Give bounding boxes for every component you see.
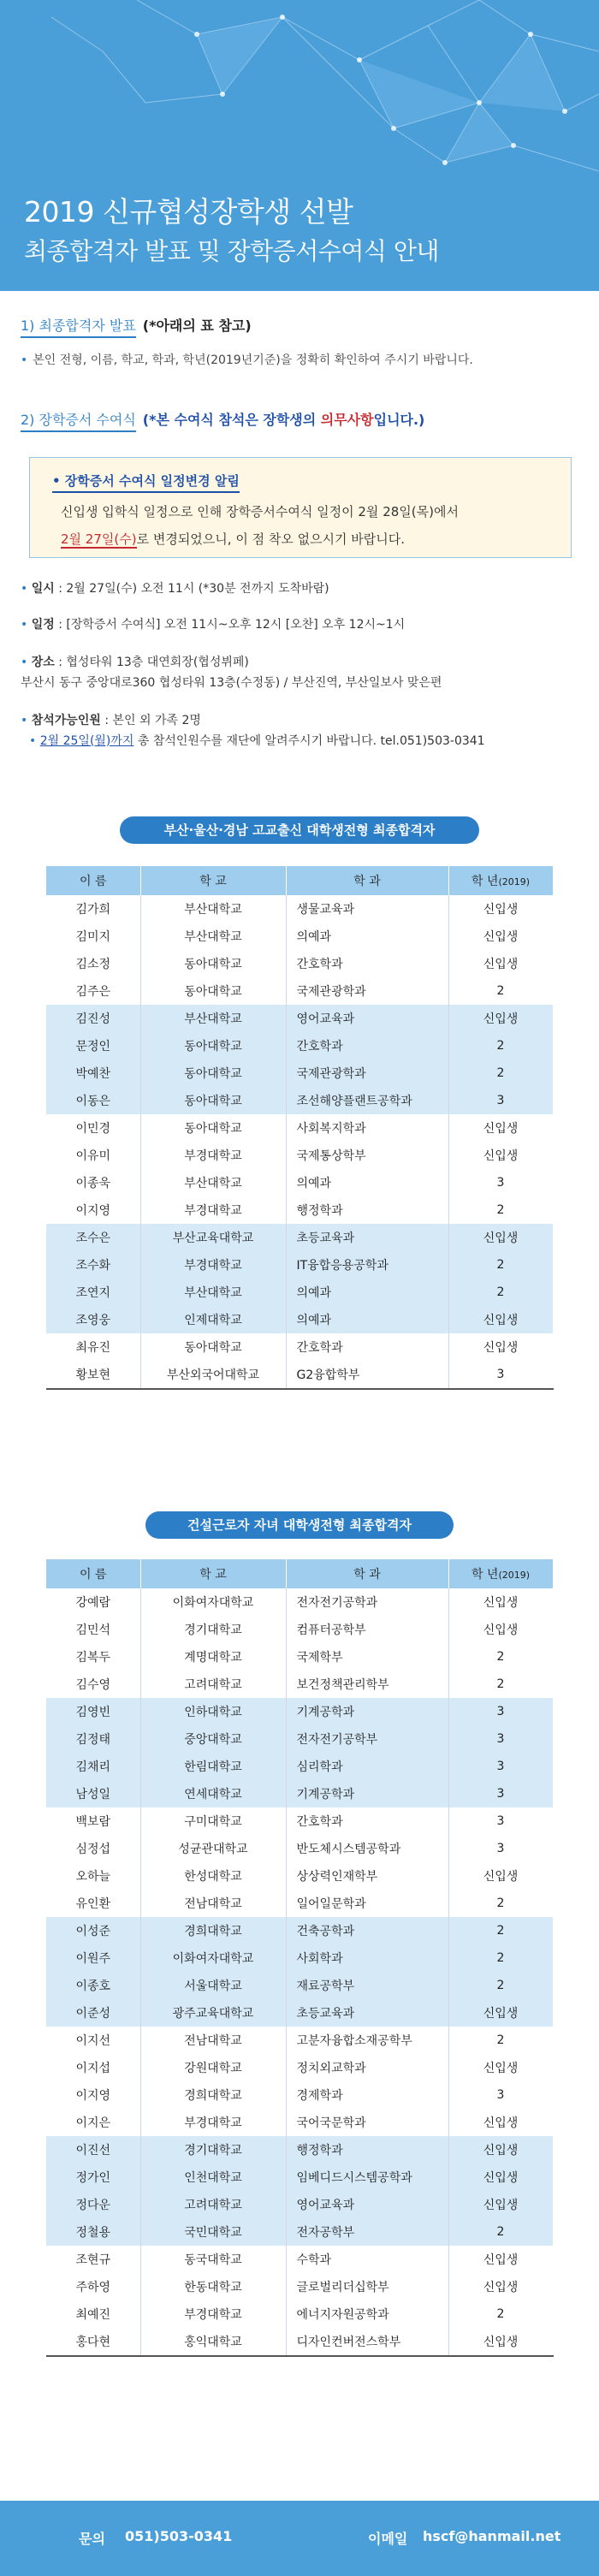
- table2-col-year: [448, 1559, 553, 1588]
- footer-contact-label: 문의: [79, 2531, 105, 2547]
- table-row: [46, 977, 553, 1005]
- bullet-dot-icon: •: [21, 353, 28, 367]
- cell-name: 김미지: [46, 923, 140, 950]
- cell-year: 2: [448, 2027, 553, 2054]
- cell-dept: 국제관광학과: [286, 1059, 448, 1087]
- cell-dept: 국제학부: [286, 1643, 448, 1671]
- cell-dept: G2융합학부: [286, 1361, 448, 1389]
- table-row: [46, 1835, 553, 1862]
- table-row: [46, 1890, 553, 1917]
- cell-name: 조영웅: [46, 1306, 140, 1333]
- cell-school: 부산대학교: [140, 1279, 286, 1306]
- cell-dept: 간호학과: [286, 1807, 448, 1835]
- cell-dept: 초등교육과: [286, 1999, 448, 2027]
- table-row: [46, 895, 553, 923]
- table1-title: 부산·울산·경남 고교출신 대학생전형 최종합격자: [120, 816, 479, 844]
- table-row: [46, 1142, 553, 1169]
- notice-line1: 신입생 입학식 일정으로 인해 장학증서수여식 일정이 2월 28일(목)에서: [61, 504, 459, 519]
- cell-name: 이진선: [46, 2136, 140, 2163]
- info-date-value: : 2월 27일(수) 오전 11시 (*30분 전까지 도착바람): [54, 582, 329, 596]
- footer-email[interactable]: hscf@hanmail.net: [423, 2528, 561, 2544]
- cell-year: 신입생: [448, 2328, 553, 2356]
- cell-year: 신입생: [448, 2054, 553, 2081]
- cell-name: 홍다현: [46, 2328, 140, 2356]
- cell-school: 부산대학교: [140, 1169, 286, 1196]
- cell-school: 부경대학교: [140, 2300, 286, 2328]
- cell-school: 동아대학교: [140, 950, 286, 977]
- cell-dept: 에너지자원공학과: [286, 2300, 448, 2328]
- cell-name: 황보현: [46, 1361, 140, 1389]
- cell-year: 신입생: [448, 1224, 553, 1251]
- cell-school: 동아대학교: [140, 1333, 286, 1361]
- cell-dept: 보건정책관리학부: [286, 1671, 448, 1698]
- cell-name: 조현규: [46, 2246, 140, 2273]
- cell-dept: 간호학과: [286, 1032, 448, 1059]
- cell-name: 이민경: [46, 1114, 140, 1142]
- cell-school: 동아대학교: [140, 1114, 286, 1142]
- cell-name: 김가희: [46, 895, 140, 923]
- info-deadline: 2월 25일(월)까지: [39, 734, 134, 748]
- cell-school: 부산교육대학교: [140, 1224, 286, 1251]
- section1-label: 1) 최종합격자 발표: [21, 318, 136, 338]
- table2-body: [46, 1588, 553, 2356]
- page-subtitle: 최종합격자 발표 및 장학증서수여식 안내: [24, 237, 439, 265]
- table-row: [46, 1306, 553, 1333]
- table-row: [46, 1917, 553, 1944]
- cell-year: 2: [448, 1671, 553, 1698]
- cell-school: 경기대학교: [140, 1616, 286, 1643]
- cell-name: 이성준: [46, 1917, 140, 1944]
- table-row: [46, 2109, 553, 2136]
- cell-name: 정철용: [46, 2218, 140, 2246]
- cell-school: 전남대학교: [140, 1890, 286, 1917]
- cell-school: 부경대학교: [140, 1251, 286, 1279]
- table-row: [46, 1807, 553, 1835]
- cell-school: 구미대학교: [140, 1807, 286, 1835]
- cell-dept: 영어교육과: [286, 1005, 448, 1032]
- cell-year: 3: [448, 1087, 553, 1114]
- table-row: [46, 1333, 553, 1361]
- cell-school: 한림대학교: [140, 1753, 286, 1780]
- cell-name: 조수화: [46, 1251, 140, 1279]
- cell-name: 박예찬: [46, 1059, 140, 1087]
- cell-dept: 글로벌리더십학부: [286, 2273, 448, 2300]
- cell-year: 신입생: [448, 1333, 553, 1361]
- cell-school: 부산외국어대학교: [140, 1361, 286, 1389]
- cell-school: 부경대학교: [140, 1196, 286, 1224]
- cell-name: 이동은: [46, 1087, 140, 1114]
- cell-dept: 사회학과: [286, 1944, 448, 1972]
- notice-title: • 장학증서 수여식 일정변경 알림: [52, 472, 240, 493]
- cell-year: 2: [448, 1917, 553, 1944]
- table-row: [46, 1972, 553, 1999]
- table-row: [46, 1005, 553, 1032]
- cell-dept: 의예과: [286, 1169, 448, 1196]
- cell-school: 고려대학교: [140, 2191, 286, 2218]
- table-row: [46, 1753, 553, 1780]
- cell-school: 국민대학교: [140, 2218, 286, 2246]
- table1-col-year-label: 학 년: [471, 875, 499, 888]
- table2: [46, 1559, 554, 2357]
- notice-line2-text: 로 변경되었으니, 이 점 착오 없으시기 바랍니다.: [136, 531, 406, 547]
- cell-year: 신입생: [448, 950, 553, 977]
- cell-school: 한성대학교: [140, 1862, 286, 1890]
- cell-dept: 기계공학과: [286, 1780, 448, 1807]
- cell-name: 이종욱: [46, 1169, 140, 1196]
- info-schedule-value: : [장학증서 수여식] 오전 11시~오후 12시 [오찬] 오후 12시~1시: [54, 618, 406, 632]
- cell-school: 이화여자대학교: [140, 1588, 286, 1616]
- cell-school: 서울대학교: [140, 1972, 286, 1999]
- cell-year: 신입생: [448, 1862, 553, 1890]
- cell-year: 3: [448, 1753, 553, 1780]
- table-row: [46, 2246, 553, 2273]
- table-row: [46, 1279, 553, 1306]
- cell-name: 김수영: [46, 1671, 140, 1698]
- table-row: [46, 1059, 553, 1087]
- cell-name: 김채리: [46, 1753, 140, 1780]
- cell-school: 성균관대학교: [140, 1835, 286, 1862]
- cell-dept: 국어국문학과: [286, 2109, 448, 2136]
- table-row: [46, 1224, 553, 1251]
- cell-dept: 의예과: [286, 1306, 448, 1333]
- cell-dept: 전자공학부: [286, 2218, 448, 2246]
- section1-note: (*아래의 표 참고): [142, 318, 252, 334]
- table-row: [46, 2163, 553, 2191]
- table-row: [46, 1643, 553, 1671]
- cell-name: 김복두: [46, 1643, 140, 1671]
- cell-school: 전남대학교: [140, 2027, 286, 2054]
- table-row: [46, 1251, 553, 1279]
- notice-new-date: 2월 27일(수): [61, 531, 137, 547]
- cell-name: 김민석: [46, 1616, 140, 1643]
- table-row: [46, 1114, 553, 1142]
- cell-name: 유인환: [46, 1890, 140, 1917]
- cell-name: 남성일: [46, 1780, 140, 1807]
- table2-col-dept: 학 과: [286, 1559, 448, 1588]
- cell-school: 동아대학교: [140, 1087, 286, 1114]
- table1: [46, 866, 554, 1390]
- cell-name: 이유미: [46, 1142, 140, 1169]
- cell-school: 중앙대학교: [140, 1725, 286, 1753]
- cell-school: 홍익대학교: [140, 2328, 286, 2356]
- cell-year: 3: [448, 2081, 553, 2109]
- cell-year: 2: [448, 1279, 553, 1306]
- info-place-value: : 협성타워 13층 대연회장(협성뷔페): [54, 656, 249, 669]
- cell-school: 부산대학교: [140, 1005, 286, 1032]
- cell-dept: 전자전기공학부: [286, 1725, 448, 1753]
- cell-dept: 디자인컨버전스학부: [286, 2328, 448, 2356]
- cell-year: 2: [448, 1196, 553, 1224]
- cell-year: 신입생: [448, 2246, 553, 2273]
- cell-school: 부산대학교: [140, 923, 286, 950]
- table-row: [46, 923, 553, 950]
- table-row: [46, 2191, 553, 2218]
- table2-header-row: [46, 1559, 553, 1588]
- cell-name: 이원주: [46, 1944, 140, 1972]
- cell-year: 2: [448, 1890, 553, 1917]
- table-row: [46, 1862, 553, 1890]
- cell-year: 2: [448, 1251, 553, 1279]
- cell-dept: IT융합응용공학과: [286, 1251, 448, 1279]
- info-deadline-text: 총 참석인원수를 재단에 알려주시기 바랍니다. tel.051)503-0341: [133, 734, 485, 748]
- info-date-label: 일시: [31, 582, 55, 596]
- table-row: [46, 2054, 553, 2081]
- cell-year: 2: [448, 1032, 553, 1059]
- cell-name: 이종호: [46, 1972, 140, 1999]
- info-date: • 일시 : 2월 27일(수) 오전 11시 (*30분 전까지 도착바람): [21, 582, 329, 596]
- cell-school: 동아대학교: [140, 977, 286, 1005]
- table2-col-year-note: (2019): [498, 1570, 531, 1581]
- cell-year: 신입생: [448, 1999, 553, 2027]
- cell-year: 신입생: [448, 1306, 553, 1333]
- cell-year: 신입생: [448, 1616, 553, 1643]
- cell-dept: 경제학과: [286, 2081, 448, 2109]
- cell-dept: 행정학과: [286, 1196, 448, 1224]
- cell-dept: 재료공학부: [286, 1972, 448, 1999]
- cell-school: 강원대학교: [140, 2054, 286, 2081]
- cell-dept: 국제통상학부: [286, 1142, 448, 1169]
- cell-name: 이지섭: [46, 2054, 140, 2081]
- cell-name: 조수은: [46, 1224, 140, 1251]
- table-row: [46, 2218, 553, 2246]
- info-place-address: 부산시 동구 중앙대로360 협성타워 13층(수정동) / 부산진역, 부산일보사 맞은편: [21, 676, 442, 690]
- table1-header-row: [46, 866, 553, 895]
- table-row: [46, 2328, 553, 2356]
- section2-heading: [21, 409, 424, 429]
- cell-dept: 전자전기공학과: [286, 1588, 448, 1616]
- notice-line2: [61, 530, 405, 548]
- cell-year: 2: [448, 1944, 553, 1972]
- cell-dept: 기계공학과: [286, 1698, 448, 1725]
- cell-dept: 일어일문학과: [286, 1890, 448, 1917]
- cell-name: 조연지: [46, 1279, 140, 1306]
- info-place-label: 장소: [31, 656, 55, 669]
- cell-dept: 반도체시스템공학과: [286, 1835, 448, 1862]
- info-schedule: • 일정 : [장학증서 수여식] 오전 11시~오후 12시 [오찬] 오후 12시~1시: [21, 618, 406, 632]
- table-row: [46, 1999, 553, 2027]
- table1-col-year-note: (2019): [498, 876, 531, 887]
- cell-name: 이지영: [46, 1196, 140, 1224]
- cell-year: 2: [448, 1059, 553, 1087]
- cell-dept: 생물교육과: [286, 895, 448, 923]
- cell-year: 신입생: [448, 923, 553, 950]
- footer-email-label: 이메일: [368, 2531, 408, 2547]
- cell-name: 이지은: [46, 2109, 140, 2136]
- cell-school: 이화여자대학교: [140, 1944, 286, 1972]
- table1-col-dept: 학 과: [286, 866, 448, 895]
- cell-dept: 간호학과: [286, 950, 448, 977]
- cell-dept: 상상력인재학부: [286, 1862, 448, 1890]
- cell-school: 광주교육대학교: [140, 1999, 286, 2027]
- table-row: [46, 2081, 553, 2109]
- table-row: [46, 2273, 553, 2300]
- table-row: [46, 2027, 553, 2054]
- header-banner: [0, 0, 599, 291]
- cell-year: 신입생: [448, 2136, 553, 2163]
- cell-name: 김소정: [46, 950, 140, 977]
- cell-year: 2: [448, 977, 553, 1005]
- cell-year: 신입생: [448, 2273, 553, 2300]
- cell-dept: 사회복지학과: [286, 1114, 448, 1142]
- cell-dept: 심리학과: [286, 1753, 448, 1780]
- cell-school: 경기대학교: [140, 2136, 286, 2163]
- table-row: [46, 1944, 553, 1972]
- cell-dept: 임베디드시스템공학과: [286, 2163, 448, 2191]
- cell-dept: 의예과: [286, 923, 448, 950]
- cell-school: 부경대학교: [140, 2109, 286, 2136]
- cell-year: 3: [448, 1835, 553, 1862]
- table-row: [46, 1698, 553, 1725]
- cell-name: 주하영: [46, 2273, 140, 2300]
- table-row: [46, 1616, 553, 1643]
- cell-year: 3: [448, 1807, 553, 1835]
- cell-school: 경희대학교: [140, 2081, 286, 2109]
- table-row: [46, 1087, 553, 1114]
- cell-school: 한동대학교: [140, 2273, 286, 2300]
- cell-school: 인천대학교: [140, 2163, 286, 2191]
- section1-heading: [21, 315, 252, 335]
- cell-year: 2: [448, 1643, 553, 1671]
- table-row: [46, 1780, 553, 1807]
- cell-dept: 건축공학과: [286, 1917, 448, 1944]
- cell-year: 3: [448, 1698, 553, 1725]
- cell-dept: 수학과: [286, 2246, 448, 2273]
- cell-school: 부경대학교: [140, 1142, 286, 1169]
- cell-year: 3: [448, 1780, 553, 1807]
- table1-col-school: 학 교: [140, 866, 286, 895]
- table-row: [46, 1169, 553, 1196]
- section1-bullet: [21, 351, 473, 370]
- table2-title: 건설근로자 자녀 대학생전형 최종합격자: [145, 1511, 454, 1539]
- cell-year: 2: [448, 2218, 553, 2246]
- cell-name: 김진성: [46, 1005, 140, 1032]
- cell-year: 신입생: [448, 2191, 553, 2218]
- section1-bullet-text: 본인 전형, 이름, 학교, 학과, 학년(2019년기준)을 정확히 확인하여 주시기 바랍니다.: [33, 353, 473, 367]
- cell-dept: 행정학과: [286, 2136, 448, 2163]
- table-row: [46, 1725, 553, 1753]
- table-row: [46, 1196, 553, 1224]
- cell-name: 강예람: [46, 1588, 140, 1616]
- table1-col-year: [448, 866, 553, 895]
- cell-name: 정다운: [46, 2191, 140, 2218]
- cell-name: 이지영: [46, 2081, 140, 2109]
- table2-col-year-label: 학 년: [471, 1568, 499, 1582]
- cell-name: 김정태: [46, 1725, 140, 1753]
- cell-school: 부산대학교: [140, 895, 286, 923]
- cell-name: 김주은: [46, 977, 140, 1005]
- cell-dept: 간호학과: [286, 1333, 448, 1361]
- cell-dept: 초등교육과: [286, 1224, 448, 1251]
- cell-year: 신입생: [448, 895, 553, 923]
- cell-year: 신입생: [448, 1005, 553, 1032]
- cell-name: 오하늘: [46, 1862, 140, 1890]
- footer: [0, 2501, 599, 2576]
- cell-school: 동아대학교: [140, 1032, 286, 1059]
- cell-year: 2: [448, 2300, 553, 2328]
- cell-year: 2: [448, 1972, 553, 1999]
- cell-year: 신입생: [448, 2163, 553, 2191]
- section2-note: [143, 412, 425, 428]
- table-row: [46, 1671, 553, 1698]
- cell-name: 심정섭: [46, 1835, 140, 1862]
- cell-year: 3: [448, 1169, 553, 1196]
- cell-school: 경희대학교: [140, 1917, 286, 1944]
- cell-name: 문정인: [46, 1032, 140, 1059]
- table-row: [46, 2136, 553, 2163]
- cell-dept: 영어교육과: [286, 2191, 448, 2218]
- cell-name: 최예진: [46, 2300, 140, 2328]
- cell-name: 이지선: [46, 2027, 140, 2054]
- table1-body: [46, 895, 553, 1389]
- cell-school: 동아대학교: [140, 1059, 286, 1087]
- cell-dept: 고분자융합소재공학부: [286, 2027, 448, 2054]
- section2-note-red: 의무사항: [320, 412, 374, 428]
- table-row: [46, 1361, 553, 1389]
- cell-name: 정가인: [46, 2163, 140, 2191]
- page-title: 2019 신규협성장학생 선발: [24, 195, 353, 229]
- table2-col-name: 이 름: [46, 1559, 140, 1588]
- schedule-change-notice: [29, 457, 572, 558]
- section2-note-pre: (*본 수여식 참석은 장학생의: [142, 412, 321, 428]
- table-row: [46, 1032, 553, 1059]
- cell-name: 이준성: [46, 1999, 140, 2027]
- cell-dept: 컴퓨터공학부: [286, 1616, 448, 1643]
- cell-school: 인하대학교: [140, 1698, 286, 1725]
- cell-year: 신입생: [448, 2109, 553, 2136]
- cell-name: 백보람: [46, 1807, 140, 1835]
- cell-school: 연세대학교: [140, 1780, 286, 1807]
- info-place: • 장소 : 협성타워 13층 대연회장(협성뷔페) 부산시 동구 중앙대로360 협성타워 13층(수정동) / 부산진역, 부산일보사 맞은편: [21, 656, 442, 690]
- cell-school: 인제대학교: [140, 1306, 286, 1333]
- section2-note-post: 입니다.): [373, 412, 425, 428]
- cell-dept: 국제관광학과: [286, 977, 448, 1005]
- cell-school: 계명대학교: [140, 1643, 286, 1671]
- table-row: [46, 950, 553, 977]
- cell-year: 신입생: [448, 1142, 553, 1169]
- cell-dept: 의예과: [286, 1279, 448, 1306]
- info-attend: • 참석가능인원 : 본인 외 가족 2명 • 2월 25일(월)까지 총 참석인원수를 재단에 알려주시기 바랍니다. tel.051)503-0341: [21, 714, 485, 748]
- cell-name: 김영빈: [46, 1698, 140, 1725]
- cell-school: 고려대학교: [140, 1671, 286, 1698]
- cell-school: 동국대학교: [140, 2246, 286, 2273]
- cell-name: 최유진: [46, 1333, 140, 1361]
- footer-contact-phone: 051)503-0341: [125, 2528, 233, 2544]
- table1-col-name: 이 름: [46, 866, 140, 895]
- info-attend-value: : 본인 외 가족 2명: [100, 714, 201, 727]
- info-schedule-label: 일정: [31, 618, 55, 632]
- table2-col-school: 학 교: [140, 1559, 286, 1588]
- info-attend-label: 참석가능인원: [31, 714, 101, 727]
- cell-year: 신입생: [448, 1588, 553, 1616]
- cell-year: 신입생: [448, 1114, 553, 1142]
- section2-label: 2) 장학증서 수여식: [21, 412, 136, 432]
- cell-year: 3: [448, 1725, 553, 1753]
- table-row: [46, 1588, 553, 1616]
- cell-dept: 조선해양플랜트공학과: [286, 1087, 448, 1114]
- cell-year: 3: [448, 1361, 553, 1389]
- table-row: [46, 2300, 553, 2328]
- cell-dept: 정치외교학과: [286, 2054, 448, 2081]
